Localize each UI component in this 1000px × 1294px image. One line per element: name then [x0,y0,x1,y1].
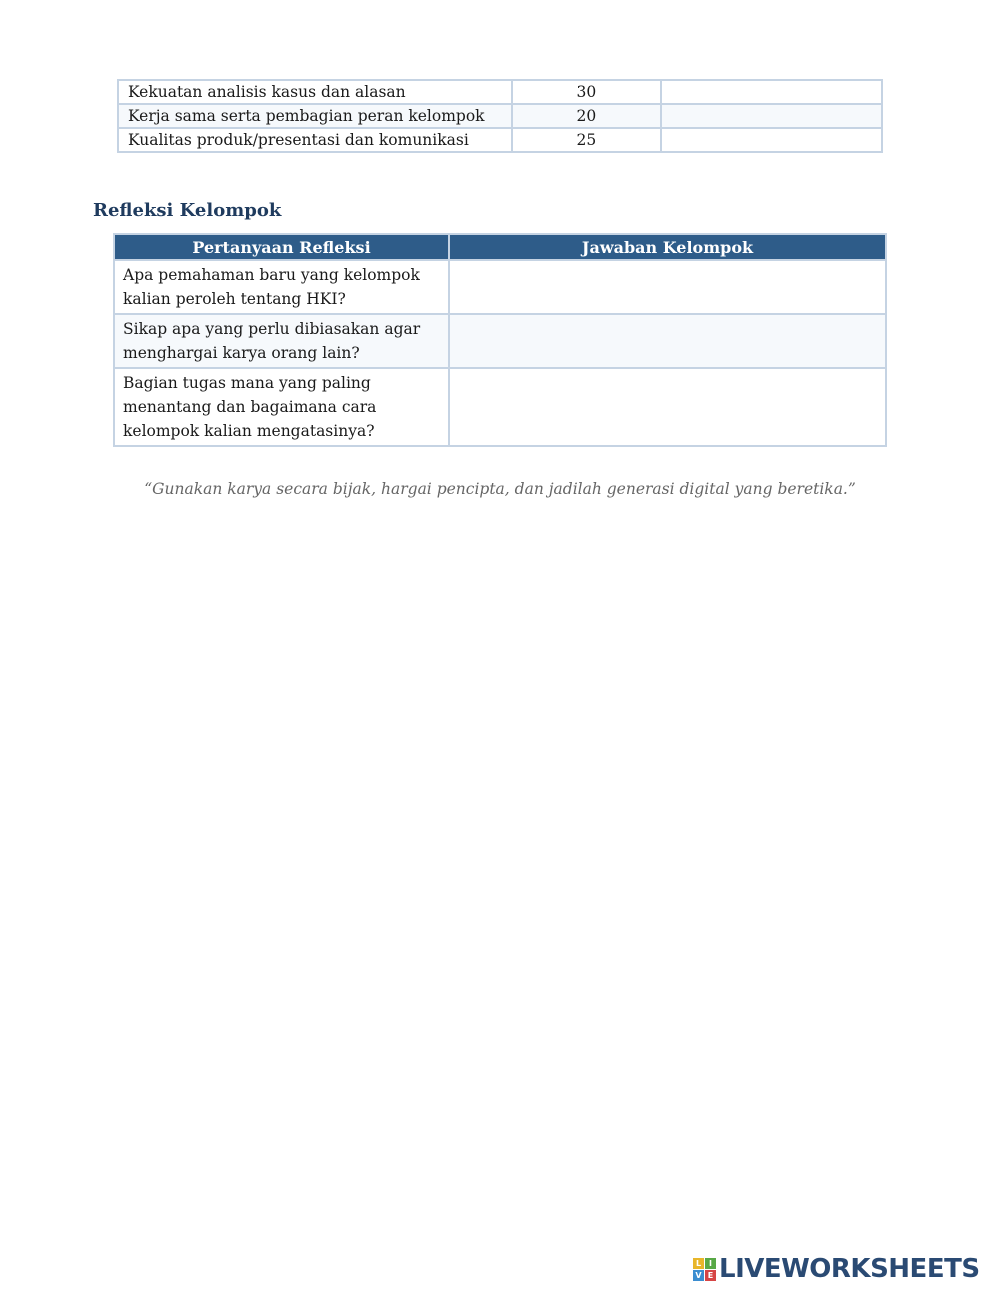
score-cell: 25 [512,128,661,152]
score-cell: 30 [512,80,661,104]
question-cell: Bagian tugas mana yang paling menantang dan bagaimana cara kelompok kalian mengatasinya? [114,368,449,446]
score-cell: 20 [512,104,661,128]
criterion-cell: Kekuatan analisis kasus dan alasan [118,80,512,104]
table-row [118,128,882,152]
table-header-row [114,234,886,260]
answer-column-header: Jawaban Kelompok [449,234,886,260]
criterion-cell: Kualitas produk/presentasi dan komunikasi [118,128,512,152]
note-cell[interactable] [661,104,882,128]
table-row [114,368,886,446]
answer-cell[interactable] [449,260,886,314]
note-cell[interactable] [661,128,882,152]
closing-quote: “Gunakan karya secara bijak, hargai pencipta, dan jadilah generasi digital yang beretika.” [144,480,856,498]
question-column-header: Pertanyaan Refleksi [114,234,449,260]
table-row [114,260,886,314]
table-row [114,314,886,368]
note-cell[interactable] [661,80,882,104]
brand-logo [693,1254,980,1284]
question-cell: Apa pemahaman baru yang kelompok kalian peroleh tentang HKI? [114,260,449,314]
table-row [118,104,882,128]
liveworksheets-icon [693,1258,716,1281]
logo-letter: I [705,1258,716,1269]
score-table [117,79,883,153]
logo-letter: V [693,1270,704,1281]
question-cell: Sikap apa yang perlu dibiasakan agar menghargai karya orang lain? [114,314,449,368]
table-row [118,80,882,104]
criterion-cell: Kerja sama serta pembagian peran kelompok [118,104,512,128]
brand-name: LIVEWORKSHEETS [719,1254,980,1284]
answer-cell[interactable] [449,368,886,446]
logo-letter: L [693,1258,704,1269]
answer-cell[interactable] [449,314,886,368]
section-title: Refleksi Kelompok [93,200,282,221]
reflection-table [113,233,887,447]
logo-letter: E [705,1270,716,1281]
